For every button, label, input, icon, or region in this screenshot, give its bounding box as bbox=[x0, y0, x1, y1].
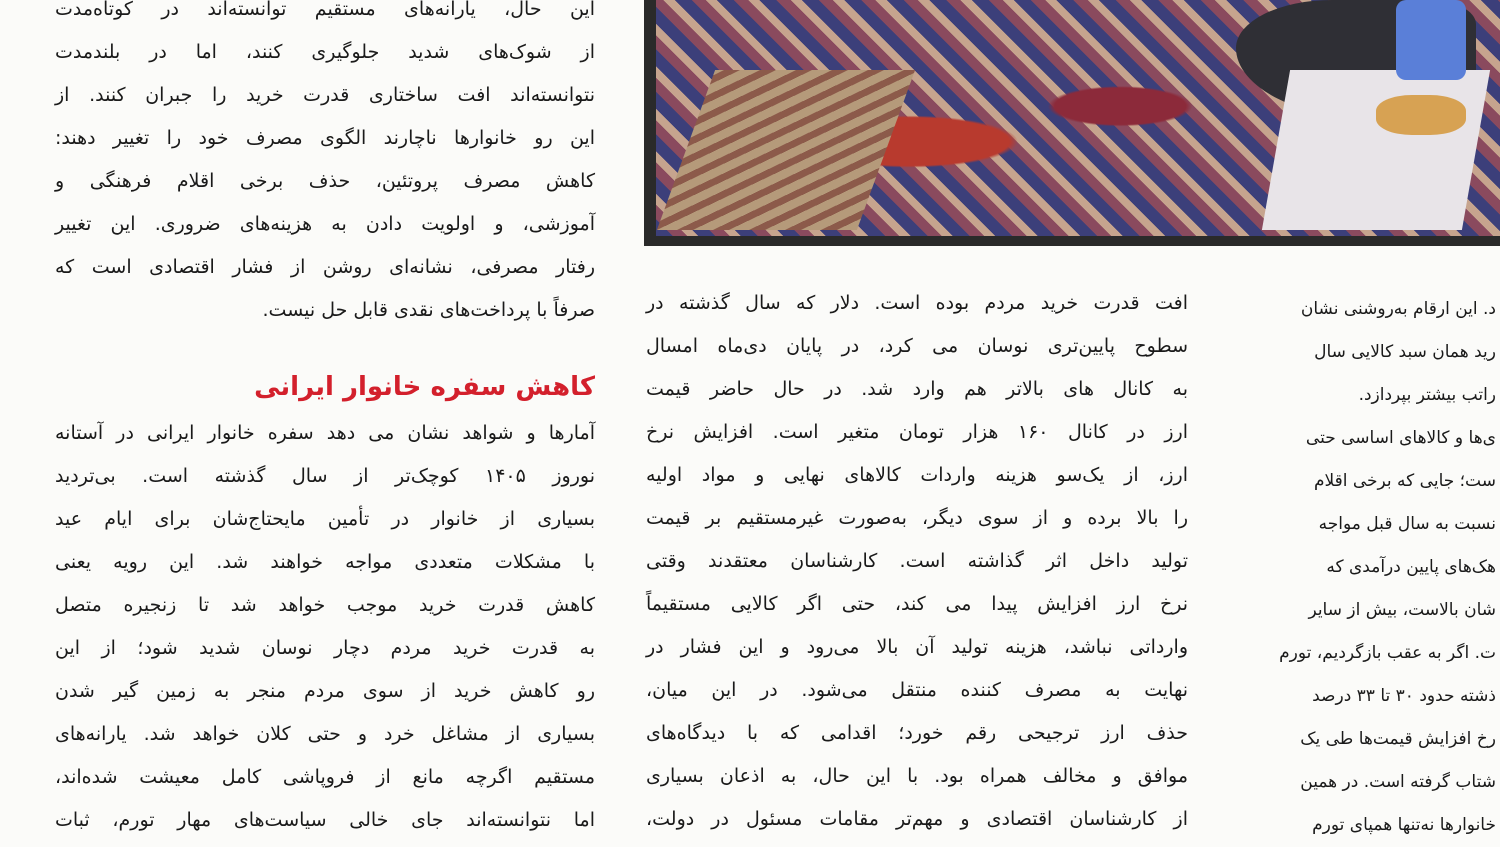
text-line: را بالا برده و از سوی دیگر، به‌صورت غیرمستقیم بر قیمت bbox=[646, 507, 1188, 529]
text-line: کاهش قدرت خرید موجب خواهد شد تا زنجیره متصل bbox=[55, 594, 595, 616]
text-line: سطوح پایین‌تری نوسان می کرد، در پایان دی‌ماه امسال bbox=[646, 335, 1188, 357]
text-line: با مشکلات متعددی مواجه خواهند شد. این رویه یعنی bbox=[55, 551, 595, 573]
text-line: افت قدرت خرید مردم بوده است. دلار که سال گذشته در bbox=[646, 292, 1188, 314]
text-line: بسیاری از خانوار در تأمین مایحتاج‌شان برای ایام عید bbox=[55, 508, 595, 530]
article-column-right bbox=[1240, 288, 1496, 847]
text-line: نرخ ارز افزایش پیدا می کند، حتی اگر کالایی مستقیماً bbox=[646, 593, 1188, 615]
text-line: نهایت به مصرف کننده منتقل می‌شود. در این میان، bbox=[646, 679, 1188, 701]
photo-carpet-scene bbox=[656, 0, 1500, 236]
text-line: آمارها و شواهد نشان می دهد سفره خانوار ایرانی در آستانه bbox=[55, 422, 595, 444]
text-line: از کارشناسان اقتصادی و مهم‌تر مقامات مسئول در دولت، bbox=[646, 808, 1188, 830]
text-line: ی‌ها و کالاهای اساسی حتی bbox=[1305, 428, 1496, 448]
text-line: از شوک‌های شدید جلوگیری کنند، اما در بلندمدت bbox=[55, 41, 595, 63]
text-line: د. این ارقام به‌روشنی نشان bbox=[1300, 299, 1496, 319]
text-line: مستقیم اگرچه مانع از فروپاشی کامل معیشت شده‌اند، bbox=[55, 766, 595, 788]
text-line: به کانال های بالاتر هم وارد شد. در حال حاضر قیمت bbox=[646, 378, 1188, 400]
text-line: نسبت به سال قبل مواجه bbox=[1318, 514, 1496, 534]
text-line: بسیاری از مشاغل خرد و حتی کلان خواهد شد. یارانه‌های bbox=[55, 723, 595, 745]
text-line: ارز در کانال ۱۶۰ هزار تومان متغیر است. افزایش نرخ bbox=[646, 421, 1188, 443]
photo-jug bbox=[1396, 0, 1466, 80]
text-line: موافق و مخالف همراه بود. با این حال، به اذعان بسیاری bbox=[646, 765, 1188, 787]
photo-bread bbox=[1376, 95, 1466, 135]
photo-tablecloth bbox=[1262, 70, 1490, 230]
text-line: رو کاهش خرید از سوی مردم منجر به زمین گیر شدن bbox=[55, 680, 595, 702]
text-line: صرفاً با پرداخت‌های نقدی قابل حل نیست. bbox=[262, 299, 595, 321]
text-line: هک‌های پایین درآمدی که bbox=[1326, 557, 1496, 577]
text-line: رخ افزایش قیمت‌ها طی یک bbox=[1300, 729, 1496, 749]
text-line: نتوانسته‌اند افت ساختاری قدرت خرید را جبران کنند. از bbox=[55, 84, 595, 106]
section-heading: کاهش سفره خانوار ایرانی bbox=[254, 372, 595, 402]
text-line: ست؛ جایی که برخی اقلام bbox=[1313, 471, 1496, 491]
text-line: راتب بیشتر بپردازد. bbox=[1358, 385, 1496, 405]
article-column-middle bbox=[646, 282, 1188, 841]
photo-rug bbox=[657, 70, 915, 230]
text-line: ذشته حدود ۳۰ تا ۳۳ درصد bbox=[1312, 686, 1496, 706]
text-line: این رو خانوارها ناچارند الگوی مصرف خود را تغییر دهند: bbox=[55, 127, 595, 149]
text-line: اما نتوانسته‌اند جای خالی سیاست‌های مهار تورم، ثبات bbox=[55, 809, 595, 831]
text-line: تولید داخل اثر گذاشته است. کارشناسان معتقدند وقتی bbox=[646, 550, 1188, 572]
text-line: وارداتی نباشد، هزینه تولید آن بالا می‌رود و این فشار در bbox=[646, 636, 1188, 658]
text-line: به قدرت خرید مردم دچار نوسان شدید شود؛ از این bbox=[55, 637, 595, 659]
text-line: رید همان سبد کالایی سال bbox=[1314, 342, 1496, 362]
text-line: شتاب گرفته است. در همین bbox=[1300, 772, 1496, 792]
text-line: ت. اگر به عقب بازگردیم، تورم bbox=[1279, 643, 1496, 663]
text-line: این حال، یارانه‌های مستقیم توانسته‌اند در کوتاه‌مدت bbox=[55, 0, 595, 20]
text-line: حذف ارز ترجیحی رقم خورد؛ اقدامی که با دیدگاه‌های bbox=[646, 722, 1188, 744]
text-line: آموزشی، و اولویت دادن به هزینه‌های ضروری. این تغییر bbox=[55, 213, 595, 235]
text-line: خانوارها نه‌تنها همپای تورم bbox=[1312, 815, 1496, 835]
text-line: رفتار مصرفی، نشانه‌ای روشن از فشار اقتصادی است که bbox=[55, 256, 595, 278]
text-line: شان بالاست، بیش از سایر bbox=[1308, 600, 1496, 620]
text-line: کاهش مصرف پروتئین، حذف برخی اقلام فرهنگی و bbox=[55, 170, 595, 192]
text-line: ارز، از یک‌سو هزینه واردات کالاهای نهایی و مواد اولیه bbox=[646, 464, 1188, 486]
article-column-left bbox=[55, 0, 595, 842]
text-line: نوروز ۱۴۰۵ کوچک‌تر از سال گذشته است. بی‌تردید bbox=[55, 465, 596, 487]
article-photo bbox=[644, 0, 1500, 246]
